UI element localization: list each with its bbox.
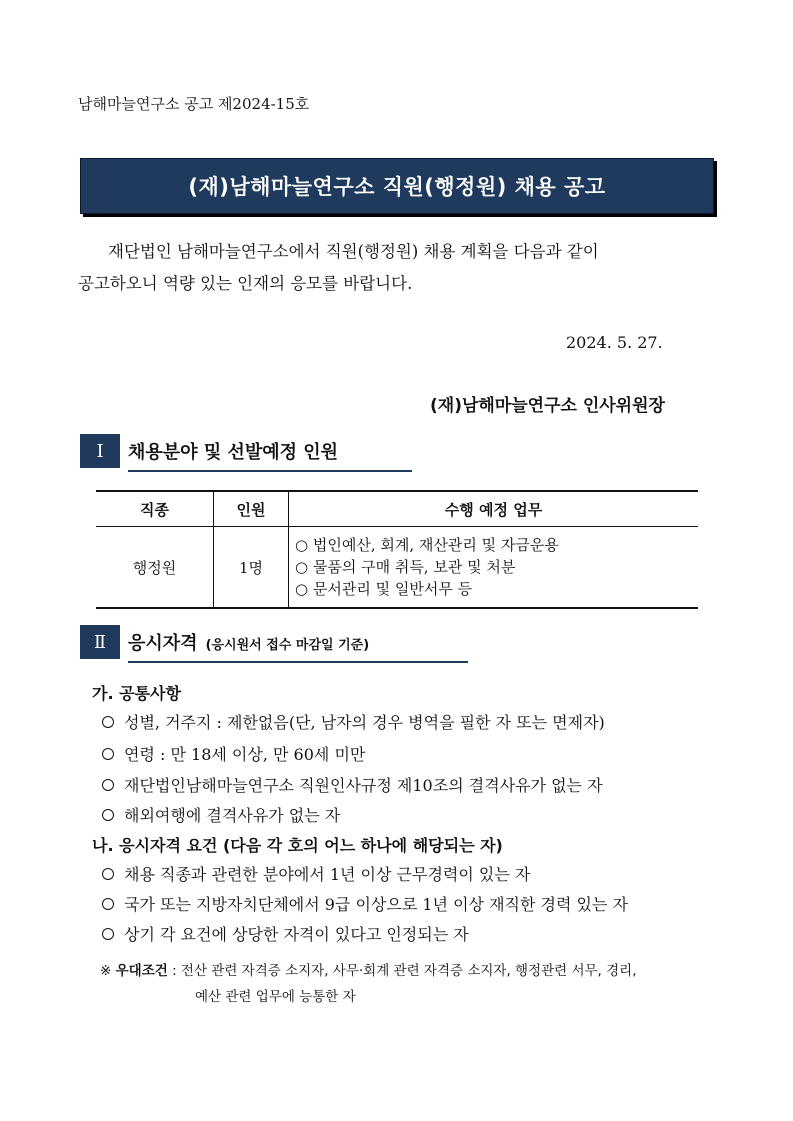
duty-item: ○ 법인예산, 회계, 재산관리 및 자금운용 bbox=[295, 536, 559, 554]
section-2-note: (응시원서 접수 마감일 기준) bbox=[205, 638, 370, 653]
preferential-text-2: 예산 관련 업무에 능통한 자 bbox=[195, 989, 356, 1005]
intro-line-1: 재단법인 남해마늘연구소에서 직원(행정원) 채용 계획을 다음과 같이 bbox=[108, 242, 599, 261]
list-item bbox=[102, 892, 628, 915]
notice-date: 2024. 5. 27. bbox=[566, 333, 663, 352]
duty-item: ○ 문서관리 및 일반서무 등 bbox=[295, 580, 473, 598]
section-2-number: Ⅱ bbox=[80, 625, 120, 659]
preferential-conditions bbox=[100, 958, 637, 1010]
table-row bbox=[96, 527, 698, 609]
section-2-title bbox=[128, 629, 468, 663]
list-item-text: 성별, 거주지 : 제한없음(단, 남자의 경우 병역을 필한 자 또는 면제자) bbox=[124, 713, 605, 732]
intro-paragraph bbox=[78, 236, 718, 300]
preferential-text-1: : 전산 관련 자격증 소지자, 사무·회계 관련 자격증 소지자, 행정관련 서무, 경리, bbox=[172, 963, 637, 979]
recruitment-table bbox=[96, 490, 698, 609]
section-1-title-text: 채용분야 및 선발예정 인원 bbox=[128, 442, 339, 463]
section-1-number: Ⅰ bbox=[80, 434, 120, 468]
cell-job: 행정원 bbox=[96, 527, 214, 609]
reference-mark: ※ bbox=[100, 963, 112, 979]
subsection-b-title: 나. 응시자격 요건 (다음 각 호의 어느 하나에 해당되는 자) bbox=[92, 836, 503, 855]
list-item-text: 상기 각 요건에 상당한 자격이 있다고 인정되는 자 bbox=[124, 925, 469, 944]
list-item bbox=[102, 803, 340, 826]
circle-bullet-icon bbox=[102, 748, 114, 760]
issuer: (재)남해마늘연구소 인사위원장 bbox=[430, 396, 665, 416]
list-item bbox=[102, 773, 603, 796]
list-item bbox=[102, 710, 605, 733]
duty-item: ○ 물품의 구매 취득, 보관 및 처분 bbox=[295, 558, 516, 576]
page-title: (재)남해마늘연구소 직원(행정원) 채용 공고 bbox=[188, 175, 606, 199]
list-item-text: 해외여행에 결격사유가 없는 자 bbox=[124, 806, 341, 825]
cell-count: 1명 bbox=[214, 527, 289, 609]
header-job: 직종 bbox=[96, 491, 214, 527]
preferential-label: 우대조건 bbox=[115, 963, 168, 979]
list-item-text: 채용 직종과 관련한 분야에서 1년 이상 근무경력이 있는 자 bbox=[124, 865, 531, 884]
title-banner bbox=[80, 158, 714, 214]
subsection-a-title: 가. 공통사항 bbox=[92, 684, 181, 703]
circle-bullet-icon bbox=[102, 928, 114, 940]
list-item bbox=[102, 742, 365, 765]
circle-bullet-icon bbox=[102, 809, 114, 821]
list-item-text: 재단법인남해마늘연구소 직원인사규정 제10조의 결격사유가 없는 자 bbox=[124, 776, 603, 795]
list-item-text: 연령 : 만 18세 이상, 만 60세 미만 bbox=[124, 745, 366, 764]
cell-duties bbox=[289, 527, 699, 609]
list-item-text: 국가 또는 지방자치단체에서 9급 이상으로 1년 이상 재직한 경력 있는 자 bbox=[124, 895, 628, 914]
circle-bullet-icon bbox=[102, 898, 114, 910]
circle-bullet-icon bbox=[102, 716, 114, 728]
section-2-title-text: 응시자격 bbox=[128, 633, 198, 654]
intro-line-2: 공고하오니 역량 있는 인재의 응모를 바랍니다. bbox=[78, 274, 413, 293]
circle-bullet-icon bbox=[102, 779, 114, 791]
notice-number: 남해마늘연구소 공고 제2024-15호 bbox=[78, 95, 310, 113]
list-item bbox=[102, 922, 469, 945]
section-1-title bbox=[128, 438, 412, 472]
table-header-row bbox=[96, 491, 698, 527]
header-count: 인원 bbox=[214, 491, 289, 527]
header-duties: 수행 예정 업무 bbox=[289, 491, 699, 527]
list-item bbox=[102, 862, 530, 885]
circle-bullet-icon bbox=[102, 868, 114, 880]
